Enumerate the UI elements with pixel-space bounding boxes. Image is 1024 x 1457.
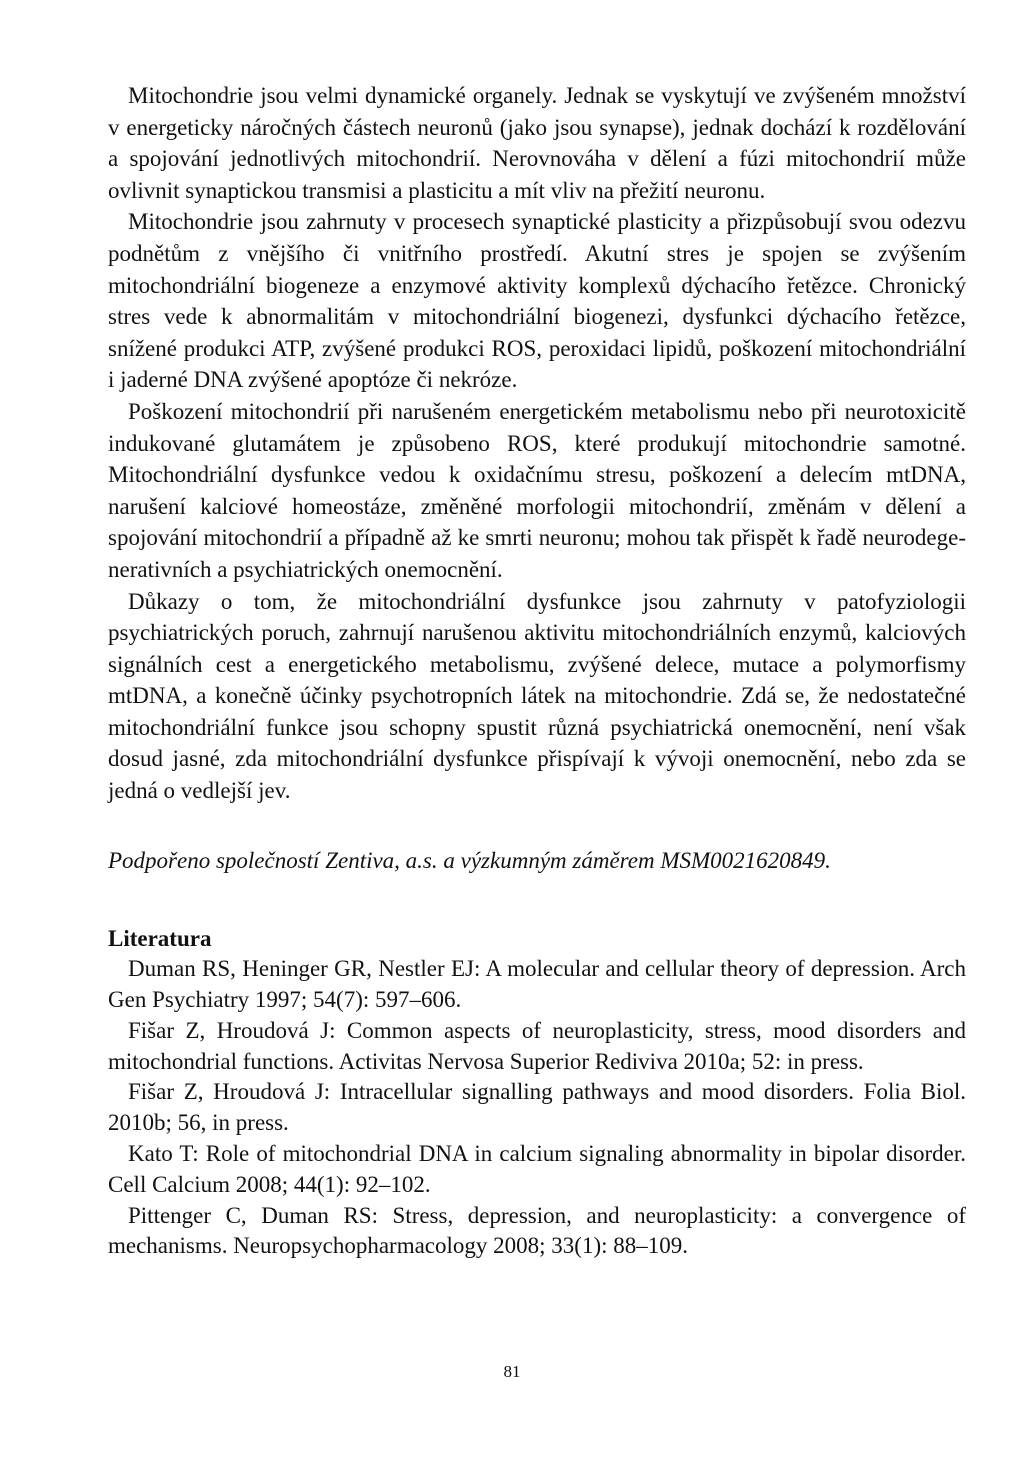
document-page [108, 80, 966, 1262]
reference-item: Fišar Z, Hroudová J: Intracellular signalling pathways and mood disorders. Folia Biol. 2010b; 56, in press. [108, 1079, 966, 1136]
paragraph-mitochondrial-dynamics: Mitochondrie jsou velmi dynamické organely. Jednak se vyskytují ve zvýšeném množství v energeticky náročných částech neuronů (jako jsou synapse), jednak dochází k rozdělování a spojování jednotlivých mitochondrií. Nerovnováha v dělení a fúzi mitochondrií může ovlivnit synaptickou transmisi a plasticitu a mít vliv na přežití neuronu. [108, 83, 966, 203]
page-number: 81 [503, 1362, 521, 1381]
paragraph-psychiatric-evidence: Důkazy o tom, že mitochondriální dysfunkce jsou zahrnuty v patofyziologii psychiatrických poruch, zahrnují narušenou aktivitu mitochondriálních enzymů, kalciových signálních cest a energetického metabolismu, zvýšené delece, mutace a polymorfismy mtDNA, a konečně účinky psychotropních látek na mitochondrie. Zdá se, že nedostatečné mitochondriální funkce jsou schopny spustit různá psychiatrická onemocnění, není však dosud jasné, zda mitochondriální dysfunkce přispívají k vývoji onemocnění, nebo zda se jedná o vedlejší jev. [108, 588, 966, 804]
reference-item: Duman RS, Heninger GR, Nestler EJ: A molecular and cellular theory of depression. Arch Gen Psychiatry 1997; 54(7): 597–606. [108, 956, 966, 1013]
reference-list [108, 954, 966, 1262]
body-text [108, 80, 966, 807]
paragraph-synaptic-plasticity: Mitochondrie jsou zahrnuty v procesech synaptické plasticity a přizpůsobují svou odezvu podnětům z vnějšího či vnitřního prostředí. Akutní stres je spojen se zvýšením mitochondriální biogeneze a enzymové aktivity komplexů dýchacího řetězce. Chronický stres vede k abnormalitám v mitochondriální biogenezi, dysfunkci dýchacího řetězce, snížené produkci ATP, zvýšené produkci ROS, peroxidaci lipidů, poškození mitochondriální i jaderné DNA zvýšené apoptóze či nekróze. [108, 209, 966, 393]
reference-item: Fišar Z, Hroudová J: Common aspects of neuroplasticity, stress, mood disorders and mitochondrial functions. Activitas Nervosa Superior Rediviva 2010a; 52: in press. [108, 1017, 966, 1074]
reference-item: Pittenger C, Duman RS: Stress, depression, and neuroplasticity: a convergence of mechanisms. Neuropsychopharmacology 2008; 33(1): 88–109. [108, 1202, 966, 1259]
reference-item: Kato T: Role of mitochondrial DNA in calcium signaling abnormality in bipolar disorder. Cell Calcium 2008; 44(1): 92–102. [108, 1141, 966, 1197]
funding-note: Podpořeno společností Zentiva, a.s. a výzkumným záměrem MSM0021620849. [108, 847, 831, 873]
paragraph-mitochondrial-damage: Poškození mitochondrií při narušeném energetickém metabolismu nebo při neurotoxicitě indukované glutamátem je způsobeno ROS, které produkují mitochondrie samotné. Mitochondriální dysfunkce vedou k oxidačnímu stresu, poškození a delecím mtDNA, narušení kalciové homeostáze, změněné morfologii mitochondrií, změnám v dělení a spojování mitochondrií a případně až ke smrti neuronu; mohou tak přispět k řadě neurodegenerativních a psychiatrických onemocnění. [108, 398, 966, 582]
literature-heading: Literatura [108, 926, 212, 952]
